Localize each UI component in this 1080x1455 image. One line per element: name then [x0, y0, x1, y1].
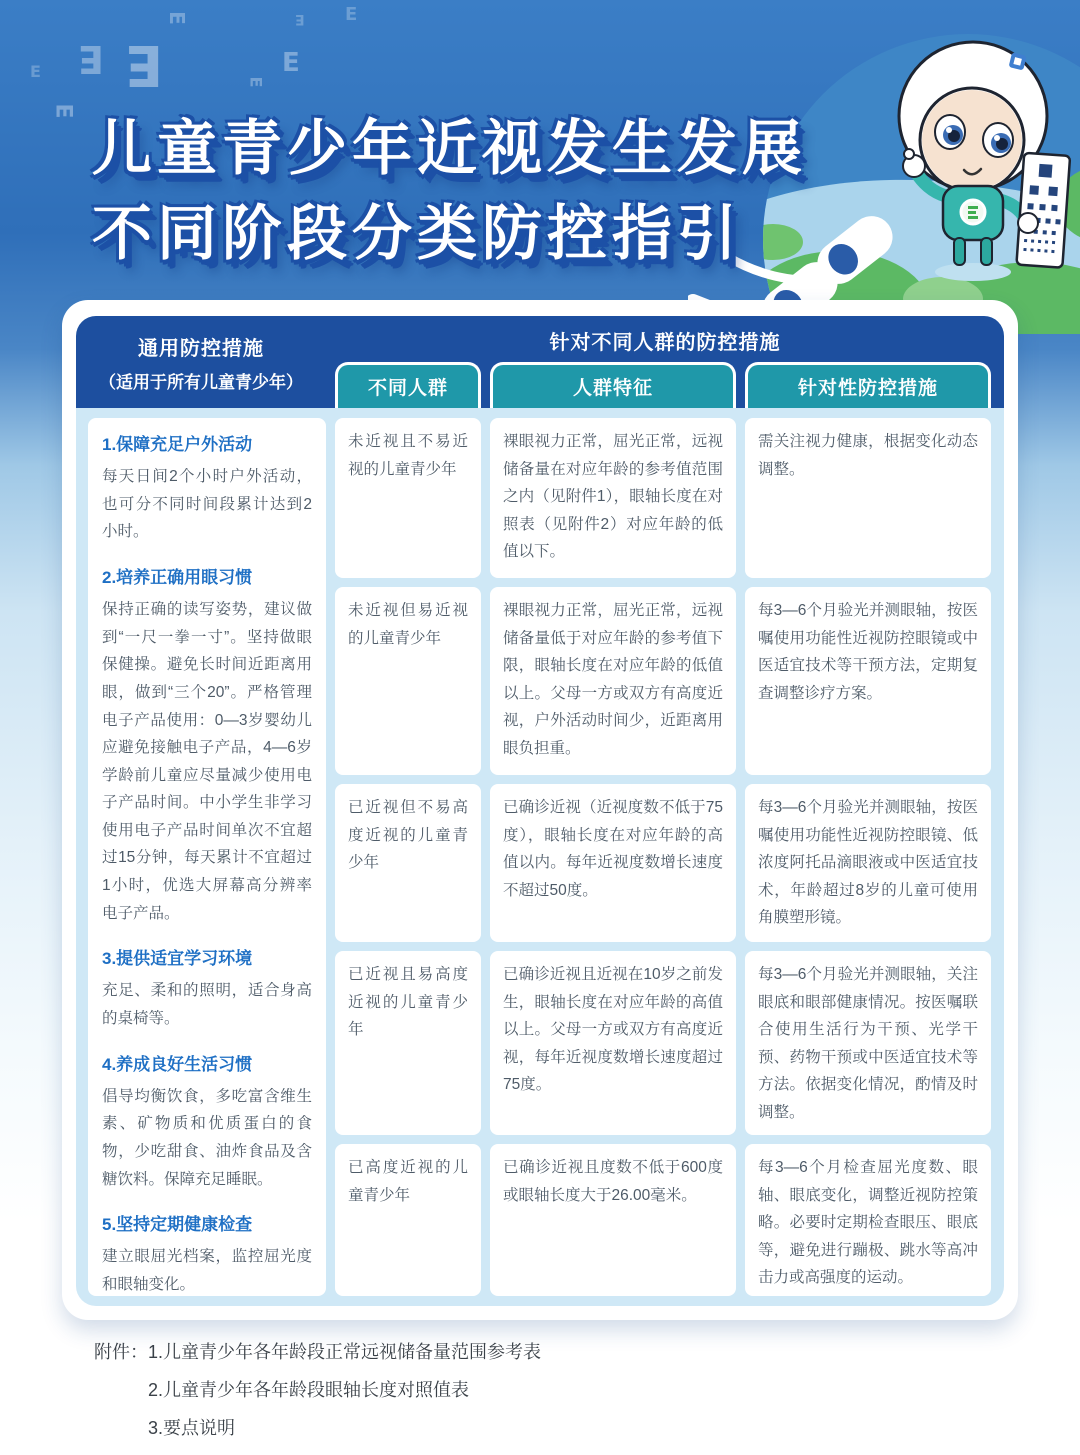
- optotype-e-icon: E: [30, 62, 41, 81]
- general-section-body: 充足、柔和的照明，适合身高的桌椅等。: [102, 982, 312, 1027]
- attachment-item-1: 1.儿童青少年各年龄段正常远视储备量范围参考表: [148, 1342, 542, 1362]
- cell-measures-row1: 需关注视力健康，根据变化动态调整。: [745, 418, 991, 578]
- eye-chart-icon: [1016, 153, 1070, 268]
- attachments-label: 附件：: [94, 1342, 148, 1362]
- general-measures-cell: [88, 418, 326, 1296]
- general-section-body: 建立眼屈光档案，监控屈光度和眼轴变化。: [102, 1248, 312, 1293]
- guideline-card: [62, 300, 1018, 1320]
- cell-features-row2: 裸眼视力正常，屈光正常，远视储备量低于对应年龄的参考值下限，眼轴长度在对应年龄的低值以上。父母一方或双方有高度近视，户外活动时间少，近距离用眼负担重。: [490, 587, 736, 775]
- optotype-e-icon: E: [125, 32, 164, 97]
- general-section-title: 1.保障充足户外活动: [102, 435, 253, 454]
- cell-group-row5: 已高度近视的儿童青少年: [335, 1144, 481, 1296]
- general-section-body: 保持正确的读写姿势，建议做到“一尺一拳一寸”。坚持做眼保健操。避免长时间近距离用眼，做到“三个20”。严格管理电子产品使用：0—3岁婴幼儿应避免接触电子产品，4—6岁学龄前儿童应尽量减少使用电子产品时间。中小学生非学习使用电子产品时间单次不宜超过15分钟，每天累计不宜超过1小时，优选大屏幕高分辨率电子产品。: [102, 601, 312, 922]
- general-measures-subtitle: （适用于所有儿童青少年）: [99, 372, 303, 392]
- general-measures-title: 通用防控措施: [138, 337, 264, 360]
- general-section-body: 倡导均衡饮食，多吃富含维生素、矿物质和优质蛋白的食物，少吃甜食、油炸食品及含糖饮料。保障充足睡眠。: [102, 1087, 312, 1188]
- general-section-title: 3.提供适宜学习环境: [102, 949, 253, 969]
- optotype-e-icon: E: [345, 4, 358, 25]
- cell-group-row4: 已近视且易高度近视的儿童青少年: [335, 951, 481, 1135]
- optotype-e-icon: E: [50, 103, 76, 119]
- optotype-e-icon: E: [78, 37, 104, 81]
- targeted-measures-title: 针对不同人群的防控措施: [549, 332, 781, 354]
- general-measures-header: [76, 316, 326, 408]
- cell-measures-row5: 每3—6个月检查屈光度数、眼轴、眼底变化，调整近视防控策略。必要时定期检查眼压、眼底等，避免进行蹦极、跳水等高冲击力或高强度的运动。: [745, 1144, 991, 1296]
- table-header: [76, 316, 1004, 408]
- cell-features-row3: 已确诊近视（近视度数不低于75度），眼轴长度在对应年龄的高值以内。每年近视度数增长速度不超过50度。: [490, 784, 736, 942]
- column-header-group: 不同人群: [335, 362, 481, 408]
- poster-title-line2: 不同阶段分类防控指引: [92, 200, 742, 268]
- optotype-e-icon: E: [282, 48, 300, 78]
- optotype-e-icon: E: [246, 76, 266, 88]
- general-section-body: 每天日间2个小时户外活动，也可分不同时间段累计达到2小时。: [102, 468, 312, 541]
- general-section-title: 5.坚持定期健康检查: [102, 1215, 253, 1235]
- cell-measures-row3: 每3—6个月验光并测眼轴，按医嘱使用功能性近视防控眼镜、低浓度阿托品滴眼液或中医适宜技术，年龄超过8岁的儿童可使用角膜塑形镜。: [745, 784, 991, 942]
- optotype-e-icon: E: [295, 11, 305, 27]
- attachments: [94, 1334, 541, 1447]
- cell-group-row2: 未近视但易近视的儿童青少年: [335, 587, 481, 775]
- optotype-e-icon: E: [164, 11, 189, 25]
- poster-title-line1: 儿童青少年近视发生发展: [92, 115, 807, 182]
- cell-measures-row4: 每3—6个月验光并测眼轴，关注眼底和眼部健康情况。按医嘱联合使用生活行为干预、光学干预、药物干预或中医适宜技术等方法。依据变化情况，酌情及时调整。: [745, 951, 991, 1135]
- general-section-title: 2.培养正确用眼习惯: [102, 567, 253, 587]
- attachment-item-2: 2.儿童青少年各年龄段眼轴长度对照值表: [148, 1379, 470, 1400]
- cell-features-row1: 裸眼视力正常，屈光正常，远视储备量在对应年龄的参考值范围之内（见附件1），眼轴长度在对照表（见附件2）对应年龄的低值以下。: [490, 418, 736, 578]
- cell-features-row4: 已确诊近视且近视在10岁之前发生，眼轴长度在对应年龄的高值以上。父母一方或双方有高度近视，每年近视度数增长速度超过75度。: [490, 951, 736, 1135]
- cell-measures-row2: 每3—6个月验光并测眼轴，按医嘱使用功能性近视防控眼镜或中医适宜技术等干预方法，定期复查调整诊疗方案。: [745, 587, 991, 775]
- column-header-features: 人群特征: [490, 362, 736, 408]
- cell-group-row3: 已近视但不易高度近视的儿童青少年: [335, 784, 481, 942]
- guideline-card-inner: [76, 316, 1004, 1306]
- attachment-item-3: 3.要点说明: [148, 1417, 236, 1438]
- cell-group-row1: 未近视且不易近视的儿童青少年: [335, 418, 481, 578]
- general-section-title: 4.养成良好生活习惯: [102, 1054, 253, 1074]
- cell-features-row5: 已确诊近视且度数不低于600度或眼轴长度大于26.00毫米。: [490, 1144, 736, 1296]
- table-body: [76, 408, 1004, 1300]
- poster-title: [92, 106, 807, 276]
- column-header-measures: 针对性防控措施: [745, 362, 991, 408]
